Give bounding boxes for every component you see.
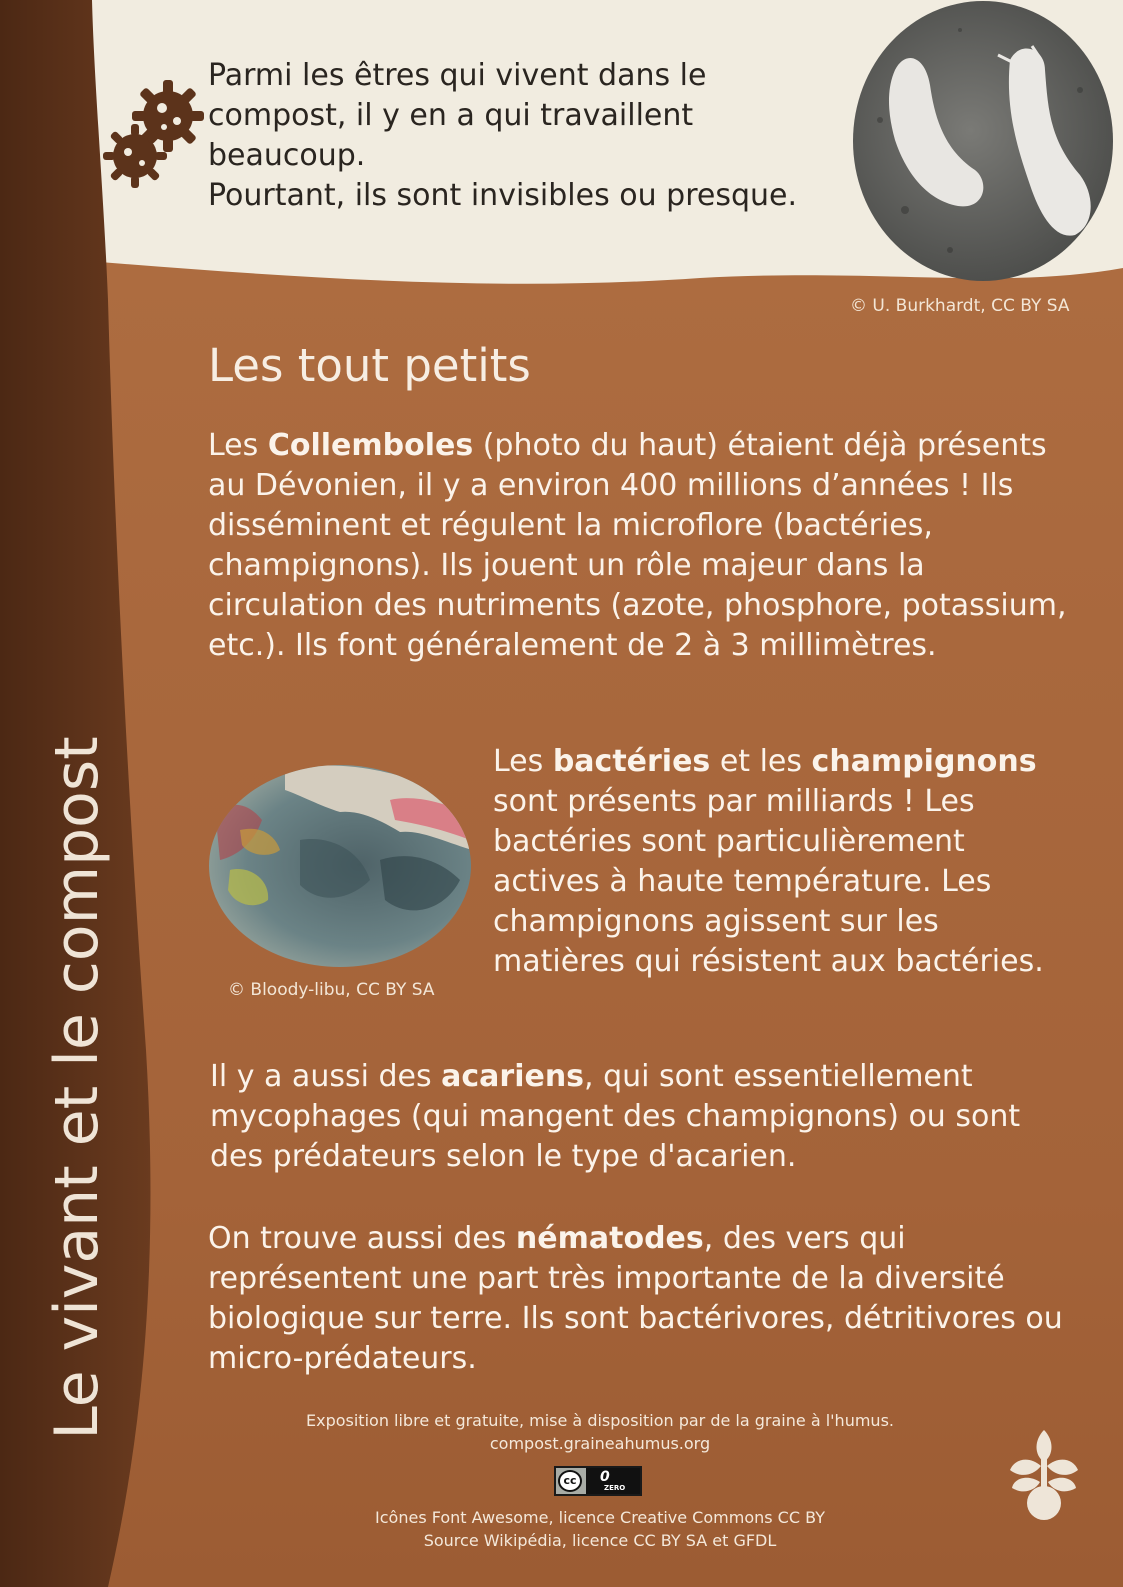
nematodes-term: nématodes <box>515 1221 704 1256</box>
page-title: Les tout petits <box>208 339 531 392</box>
bacteries-term: bactéries <box>552 744 711 779</box>
cc-zero-label: ZERO <box>604 1484 626 1492</box>
cc-zero-badge <box>554 1466 642 1496</box>
footer-source-license: Source Wikipédia, licence CC BY SA et GFDL <box>423 1531 777 1550</box>
footer-line-exposition: Exposition libre et gratuite, mise à disposition par de la graine à l'humus. <box>306 1411 894 1430</box>
collemboles-term: Collemboles <box>267 428 474 463</box>
top-photo-credit: © U. Burkhardt, CC BY SA <box>850 296 1070 316</box>
acariens-term: acariens <box>441 1059 585 1094</box>
cc-zero-digit: 0 <box>600 1469 610 1485</box>
footer-icons-license: Icônes Font Awesome, licence Creative Commons CC BY <box>375 1508 825 1527</box>
intro-line: compost, il y en a qui travaillent <box>208 98 694 133</box>
mold-photo <box>200 760 490 970</box>
cc-icon: cc <box>558 1470 582 1492</box>
middle-photo-credit: © Bloody-libu, CC BY SA <box>228 980 435 1000</box>
collemboles-paragraph: Les Collemboles (photo du haut) étaient déjà présents au Dévonien, il y a environ 400 millions d’années ! Ils disséminent et régulent la microflore (bactéries, champignons). Ils jouent un rôle majeur dans la circulation des nutriments (azote, phosphore, potassium, etc.). Ils font généralement de 2 à 3 millimètres. <box>208 428 1067 663</box>
sidebar-title: Le vivant et le compost <box>42 736 112 1440</box>
intro-line: Parmi les êtres qui vivent dans le <box>208 58 707 93</box>
intro-text <box>208 56 848 216</box>
seedling-icon <box>1010 1430 1078 1520</box>
intro-line: Pourtant, ils sont invisibles ou presque. <box>208 178 798 213</box>
footer-website: compost.graineahumus.org <box>489 1434 711 1453</box>
nematodes-paragraph: On trouve aussi des nématodes, des vers qui représentent une part très importante de la diversité biologique sur terre. Ils sont bactérivores, détritivores ou micro-prédateurs. <box>208 1221 1063 1376</box>
champignons-term: champignons <box>811 744 1037 779</box>
intro-line: beaucoup. <box>208 138 366 173</box>
acariens-paragraph: Il y a aussi des acariens, qui sont essentiellement mycophages (qui mangent des champignons) ou sont des prédateurs selon le type d'acarien. <box>210 1059 1021 1174</box>
bacteries-paragraph: Les bactéries et les champignons sont présents par milliards ! Les bactéries sont particulièrement actives à haute température. Les champignons agissent sur les matières qui résistent aux bactéries. <box>493 744 1044 979</box>
